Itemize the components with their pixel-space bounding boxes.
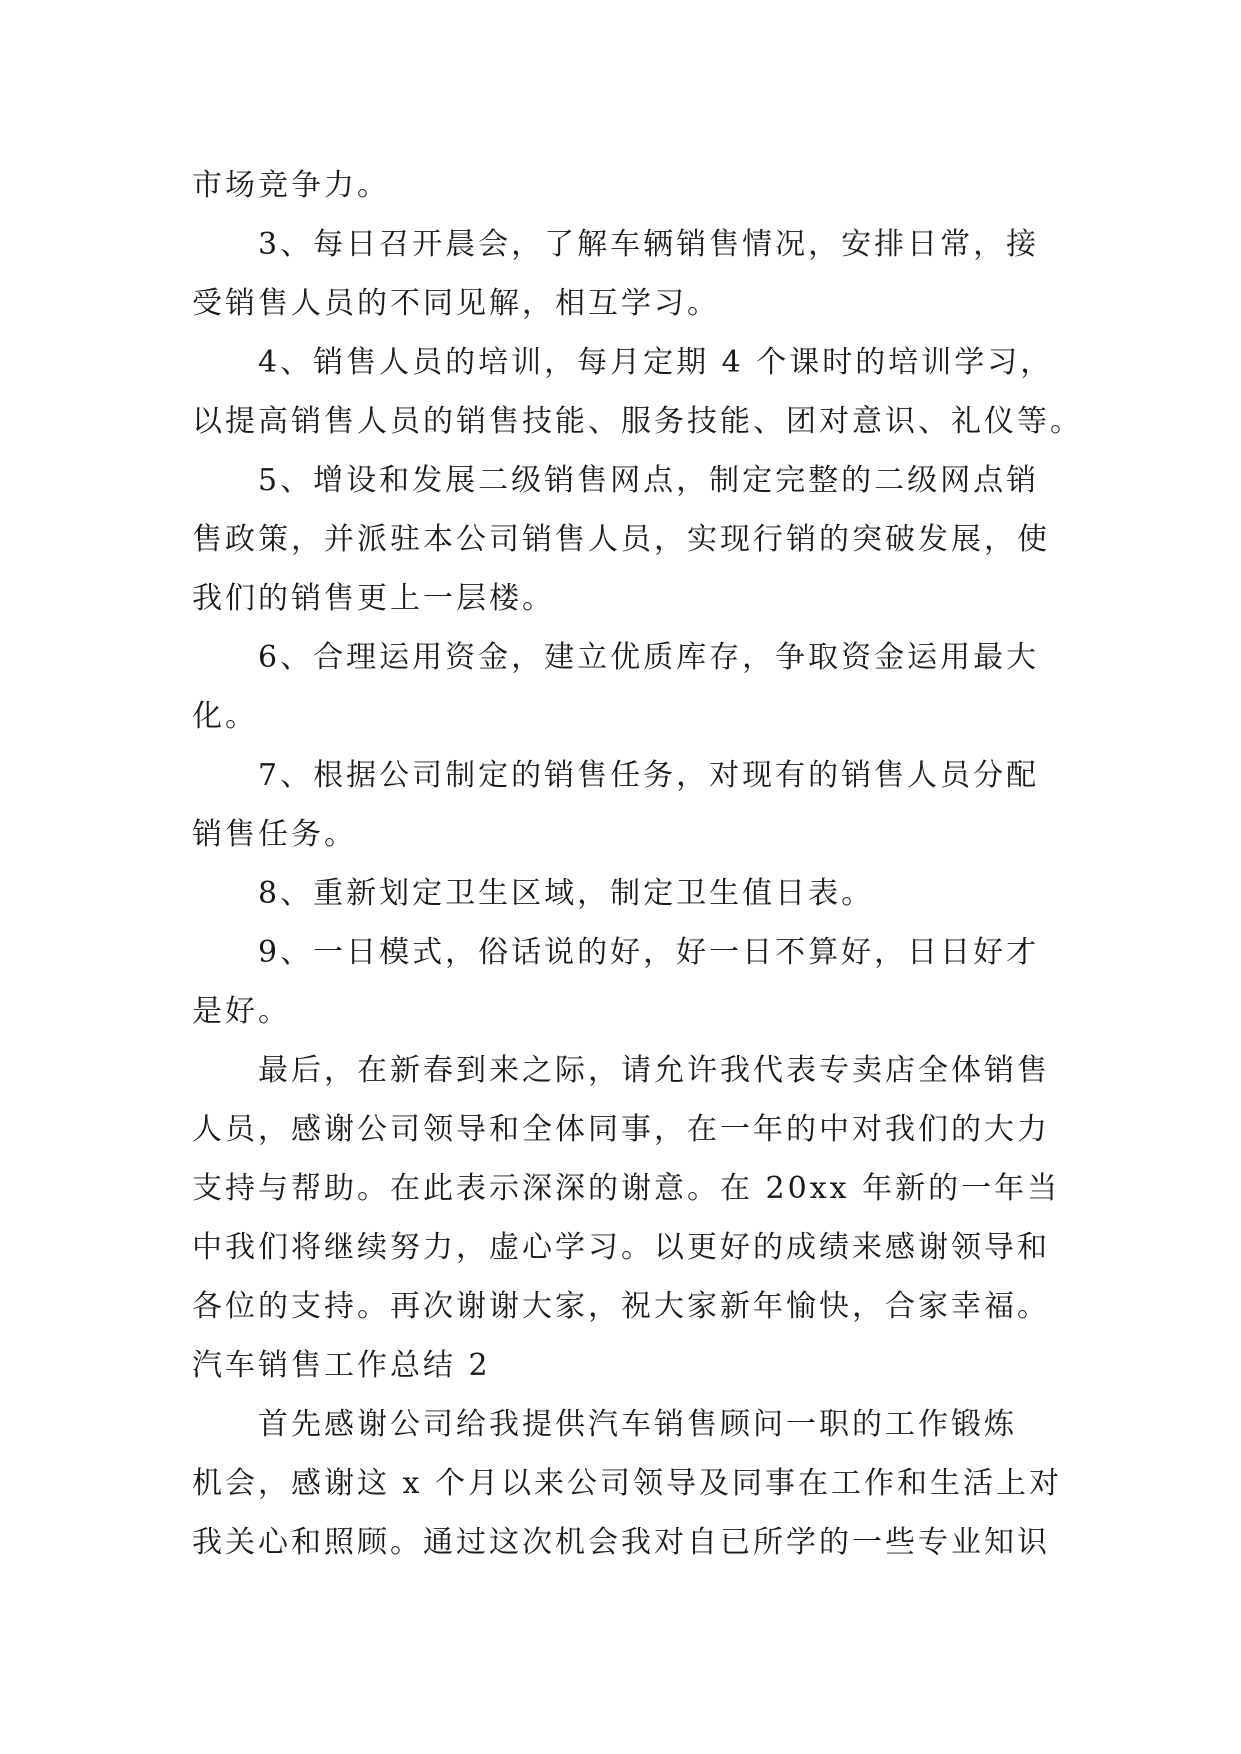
closing-paragraph: 最后，在新春到来之际，请允许我代表专卖店全体销售	[258, 1053, 1050, 1088]
text-line: 我关心和照顾。通过这次机会我对自已所学的一些专业知识	[192, 1525, 1050, 1560]
list-item-5: 5、增设和发展二级销售网点，制定完整的二级网点销	[258, 463, 1040, 498]
text-line: 市场竞争力。	[192, 168, 390, 203]
text-line: 中我们将继续努力，虚心学习。以更好的成绩来感谢领导和	[192, 1230, 1050, 1265]
list-item-3: 3、每日召开晨会，了解车辆销售情况，安排日常，接	[258, 227, 1040, 262]
list-item-6: 6、合理运用资金，建立优质库存，争取资金运用最大	[258, 640, 1040, 675]
text-line: 支持与帮助。在此表示深深的谢意。在 20xx 年新的一年当	[192, 1171, 1061, 1206]
text-line: 受销售人员的不同见解，相互学习。	[192, 286, 720, 321]
text-line: 以提高销售人员的销售技能、服务技能、团对意识、礼仪等。	[192, 404, 1083, 439]
text-line: 人员，感谢公司领导和全体同事，在一年的中对我们的大力	[192, 1112, 1050, 1147]
text-line: 售政策，并派驻本公司销售人员，实现行销的突破发展，使	[192, 522, 1050, 557]
document-body	[192, 156, 1083, 1572]
list-item-9: 9、一日模式，俗话说的好，好一日不算好，日日好才	[258, 935, 1040, 970]
section-heading: 汽车销售工作总结 2	[192, 1348, 491, 1383]
text-line: 我们的销售更上一层楼。	[192, 581, 555, 616]
section-paragraph: 首先感谢公司给我提供汽车销售顾问一职的工作锻炼	[258, 1407, 1017, 1442]
text-line: 各位的支持。再次谢谢大家，祝大家新年愉快，合家幸福。	[192, 1289, 1050, 1324]
text-line: 是好。	[192, 994, 291, 1029]
text-line: 化。	[192, 699, 258, 734]
list-item-7: 7、根据公司制定的销售任务，对现有的销售人员分配	[258, 758, 1040, 793]
text-line: 机会，感谢这 x 个月以来公司领导及同事在工作和生活上对	[192, 1466, 1062, 1501]
list-item-8: 8、重新划定卫生区域，制定卫生值日表。	[258, 876, 875, 911]
text-line: 销售任务。	[192, 817, 357, 852]
list-item-4: 4、销售人员的培训，每月定期 4 个课时的培训学习，	[258, 345, 1054, 380]
